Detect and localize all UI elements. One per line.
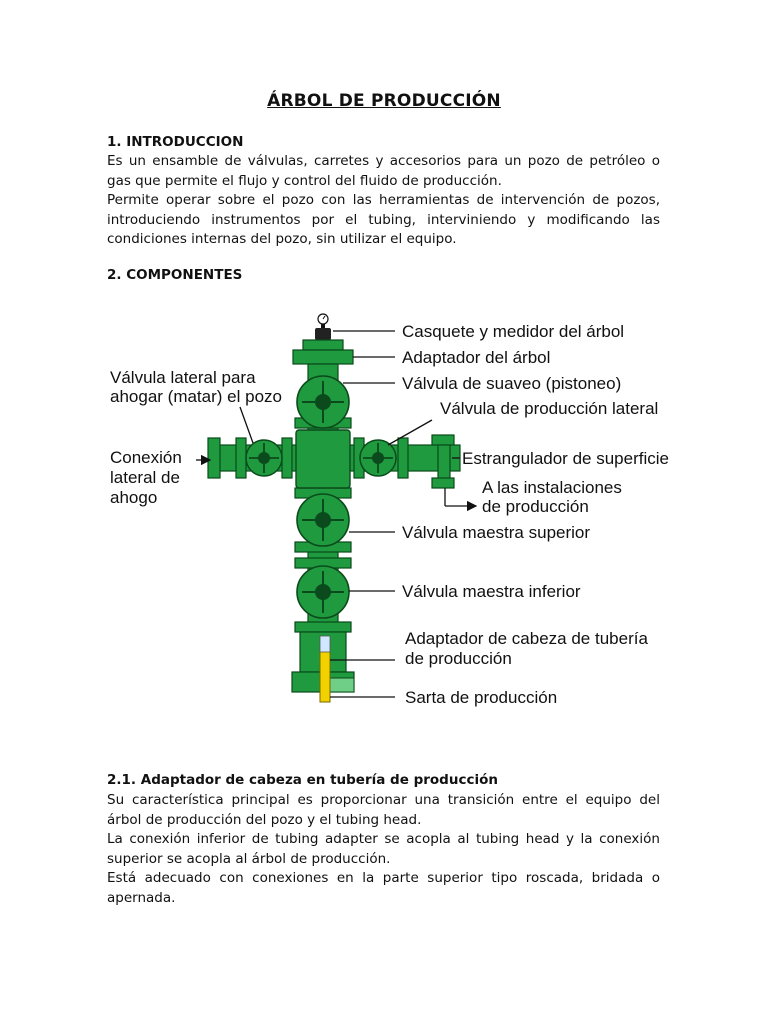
label-suaveo: Válvula de suaveo (pistoneo) [402,374,622,393]
label-sarta: Sarta de producción [405,688,558,707]
label-maestra-inferior: Válvula maestra inferior [402,582,581,601]
label-casquete: Casquete y medidor del árbol [402,322,625,341]
text-line: La conexión inferior de tubing adapter se acopla al tubing head y la conexión [107,831,660,847]
label-adaptador-arbol: Adaptador del árbol [402,348,551,367]
text-line: Permite operar sobre el pozo con las herramientas de intervención de pozos, [107,192,660,208]
valve-handwheel-icon [297,494,349,546]
label-adaptador-cabeza-2: de producción [405,649,512,668]
valve-handwheel-icon [297,566,349,618]
label-conexion-1: Conexión [110,448,182,467]
valve-handwheel-icon [246,440,282,476]
valve-handwheel-icon [297,376,349,428]
text-line: Está adecuado con conexiones en la parte superior tipo roscada, bridada o [107,870,660,886]
text-line: introduciendo instrumentos por el tubing, interviniendo y modificando las [107,211,660,228]
text-line: superior se acopla al árbol de producción. [107,850,391,867]
label-valvula-lateral-1: Válvula lateral para [110,368,256,387]
text-line: Es un ensamble de válvulas, carretes y accesorios para un pozo de petróleo o [107,153,660,169]
gauge-icon [315,314,331,340]
label-adaptador-cabeza-1: Adaptador de cabeza de tubería [405,629,648,648]
text-line: Su característica principal es proporcionar una transición entre el equipo del [107,792,660,808]
text-line: apernada. [107,889,176,906]
text-line: árbol de producción del pozo y el tubing head. [107,811,422,828]
paragraph-introduccion [107,152,660,250]
section-heading-introduccion: 1. INTRODUCCION [107,134,244,150]
label-instalaciones-2: de producción [482,497,589,516]
production-tree-diagram [0,300,768,720]
section-heading-componentes: 2. COMPONENTES [107,267,243,283]
text-line: gas que permite el flujo y control del fluido de producción. [107,172,502,189]
page-title: ÁRBOL DE PRODUCCIÓN [267,91,501,111]
label-maestra-superior: Válvula maestra superior [402,523,591,542]
section-heading-adaptador: 2.1. Adaptador de cabeza en tubería de producción [107,772,498,788]
label-conexion-3: ahogo [110,488,158,507]
label-conexion-2: lateral de [110,468,180,487]
label-valvula-lateral-2: ahogar (matar) el pozo [110,387,282,406]
valve-handwheel-icon [360,440,396,476]
text-line: condiciones internas del pozo, sin utilizar el equipo. [107,231,457,247]
label-instalaciones-1: A las instalaciones [482,478,622,497]
label-produccion-lateral: Válvula de producción lateral [440,399,659,418]
paragraph-adaptador [107,791,660,908]
label-estrangulador: Estrangulador de superficie [462,449,669,468]
